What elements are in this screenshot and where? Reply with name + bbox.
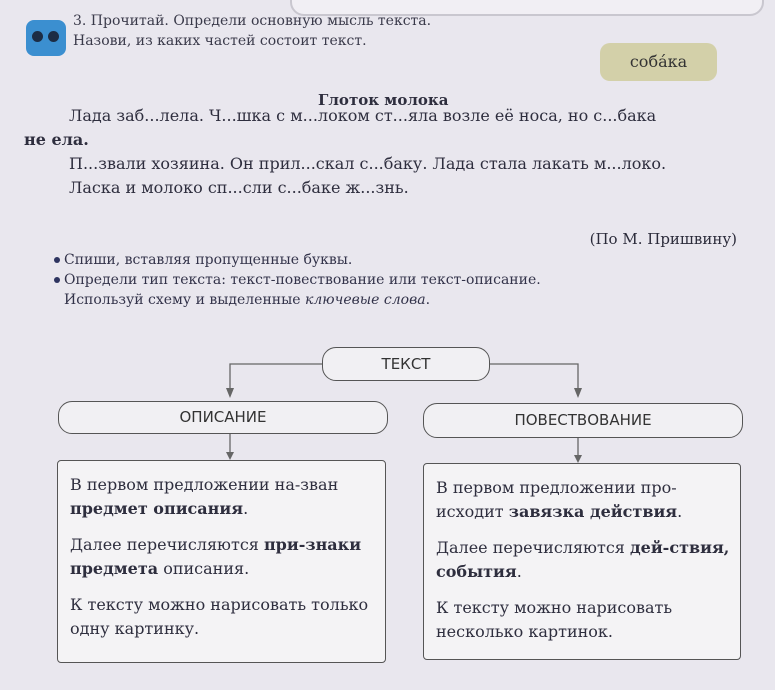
story-author: (По М. Пришвину) — [589, 230, 737, 248]
vocabulary-word: собáка — [600, 43, 717, 81]
story-line: П...звали хозяина. Он прил...скал с...баку. Лада стала лакать м...локо. — [69, 154, 667, 173]
story-line: Ласка и молоко сп...сли с...баке ж...знь. — [69, 178, 409, 197]
description-point: К тексту можно нарисовать только одну картинку. — [70, 595, 369, 638]
instruction-item: Спиши, вставляя пропущенные буквы. — [64, 250, 541, 270]
narrative-box — [423, 463, 741, 660]
description-point: Далее перечисляются при-знаки предмета описания. — [70, 535, 362, 578]
narrative-point: В первом предложении про-исходит завязка действия. — [436, 478, 683, 521]
key-words: ключевые слова — [305, 292, 426, 308]
instruction-item: Определи тип текста: текст-повествование или текст-описание. — [64, 270, 541, 290]
scheme-root: ТЕКСТ — [322, 347, 490, 381]
task-title-line2: Назови, из каких частей состоит текст. — [73, 33, 367, 49]
description-point: В первом предложении на-зван предмет описания. — [70, 475, 339, 518]
story-heading: Глоток молока — [318, 91, 449, 109]
description-label: ОПИСАНИЕ — [58, 401, 388, 434]
story-line: не ела. — [24, 130, 89, 149]
narrative-point: К тексту можно нарисовать несколько картинок. — [436, 598, 673, 641]
description-box — [57, 460, 386, 663]
task-title-line1: 3. Прочитай. Определи основную мысль текста. — [73, 13, 432, 29]
instruction-item-continuation: Используй схему и выделенные ключевые слова. — [64, 292, 431, 308]
narrative-point: Далее перечисляются дей-ствия, события. — [436, 538, 730, 581]
narrative-label: ПОВЕСТВОВАНИЕ — [423, 403, 743, 438]
story-line: Лада заб...лела. Ч...шка с м...локом ст...яла возле её носа, но с...бака — [69, 106, 657, 125]
